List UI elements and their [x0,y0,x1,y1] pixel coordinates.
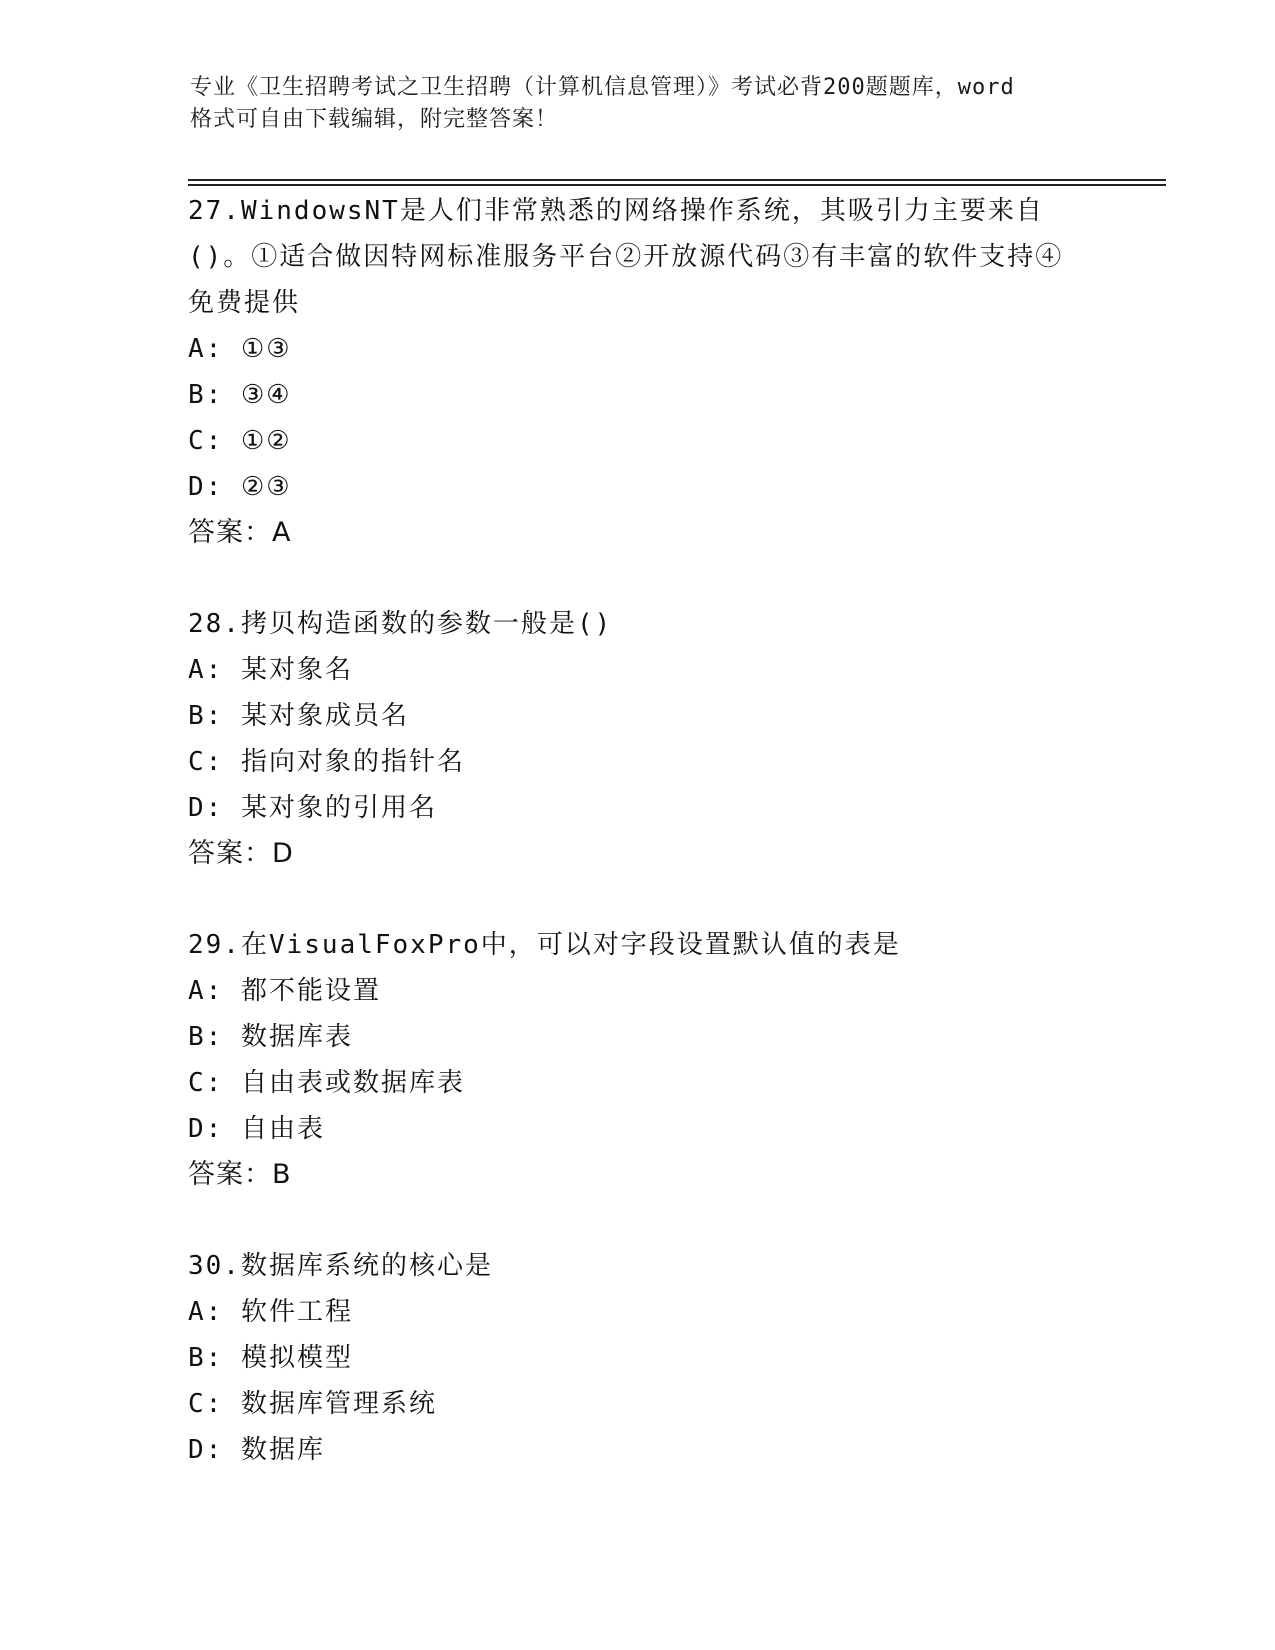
question-27 [188,188,1088,556]
question-30 [188,1243,1088,1473]
question-text: 29.在VisualFoxPro中，可以对字段设置默认值的表是 [188,930,901,960]
option-label: A: [188,976,224,1006]
option-d [188,785,1088,831]
option-text: 自由表或数据库表 [240,1068,465,1098]
answer-line: 答案：A [188,517,292,548]
answer-line: 答案：D [188,838,294,869]
option-label: C: [188,1068,224,1098]
header-divider-bottom [188,184,1166,186]
option-d [188,464,1088,510]
document-header [190,72,1110,136]
option-label: B: [188,701,224,731]
option-c [188,418,1088,464]
option-label: C: [188,747,224,777]
answer-line: 答案：B [188,1159,292,1190]
question-28 [188,601,1088,877]
question-text: 30.数据库系统的核心是 [188,1251,493,1281]
option-a [188,647,1088,693]
option-text: 数据库管理系统 [240,1389,437,1419]
option-label: D: [188,793,224,823]
option-label: B: [188,1343,224,1373]
question-text: 27.WindowsNT是人们非常熟悉的网络操作系统，其吸引力主要来自()。①适合做因特网标准服务平台②开放源代码③有丰富的软件支持④免费提供 [188,196,1064,318]
option-label: C: [188,1389,224,1419]
option-c [188,1381,1088,1427]
option-label: D: [188,1435,224,1465]
option-text: 某对象的引用名 [240,793,437,823]
header-line-1: 专业《卫生招聘考试之卫生招聘（计算机信息管理）》考试必背200题题库，word [190,75,1015,100]
option-text: 软件工程 [240,1297,353,1327]
option-a [188,1289,1088,1335]
question-text: 28.拷贝构造函数的参数一般是() [188,609,613,639]
option-label: A: [188,334,224,364]
option-a [188,326,1088,372]
option-text: 某对象名 [240,655,353,685]
option-text: 数据库 [240,1435,325,1465]
option-text: ①③ [240,334,292,364]
option-label: D: [188,472,224,502]
option-label: B: [188,380,224,410]
option-d [188,1427,1088,1473]
option-c [188,1060,1088,1106]
header-line-2: 格式可自由下载编辑，附完整答案！ [190,107,559,132]
question-29 [188,922,1088,1198]
option-d [188,1106,1088,1152]
option-text: 模拟模型 [240,1343,353,1373]
option-a [188,968,1088,1014]
header-divider-top [188,179,1166,181]
option-b [188,1014,1088,1060]
option-label: D: [188,1114,224,1144]
option-text: ③④ [240,380,292,410]
question-list [188,188,1088,1518]
option-label: A: [188,655,224,685]
option-text: 都不能设置 [240,976,381,1006]
option-text: ①② [240,426,292,456]
option-label: B: [188,1022,224,1052]
option-label: A: [188,1297,224,1327]
option-text: ②③ [240,472,292,502]
option-label: C: [188,426,224,456]
option-text: 数据库表 [240,1022,353,1052]
option-b [188,693,1088,739]
option-text: 某对象成员名 [240,701,409,731]
option-text: 指向对象的指针名 [240,747,465,777]
option-b [188,1335,1088,1381]
option-b [188,372,1088,418]
option-text: 自由表 [240,1114,325,1144]
option-c [188,739,1088,785]
